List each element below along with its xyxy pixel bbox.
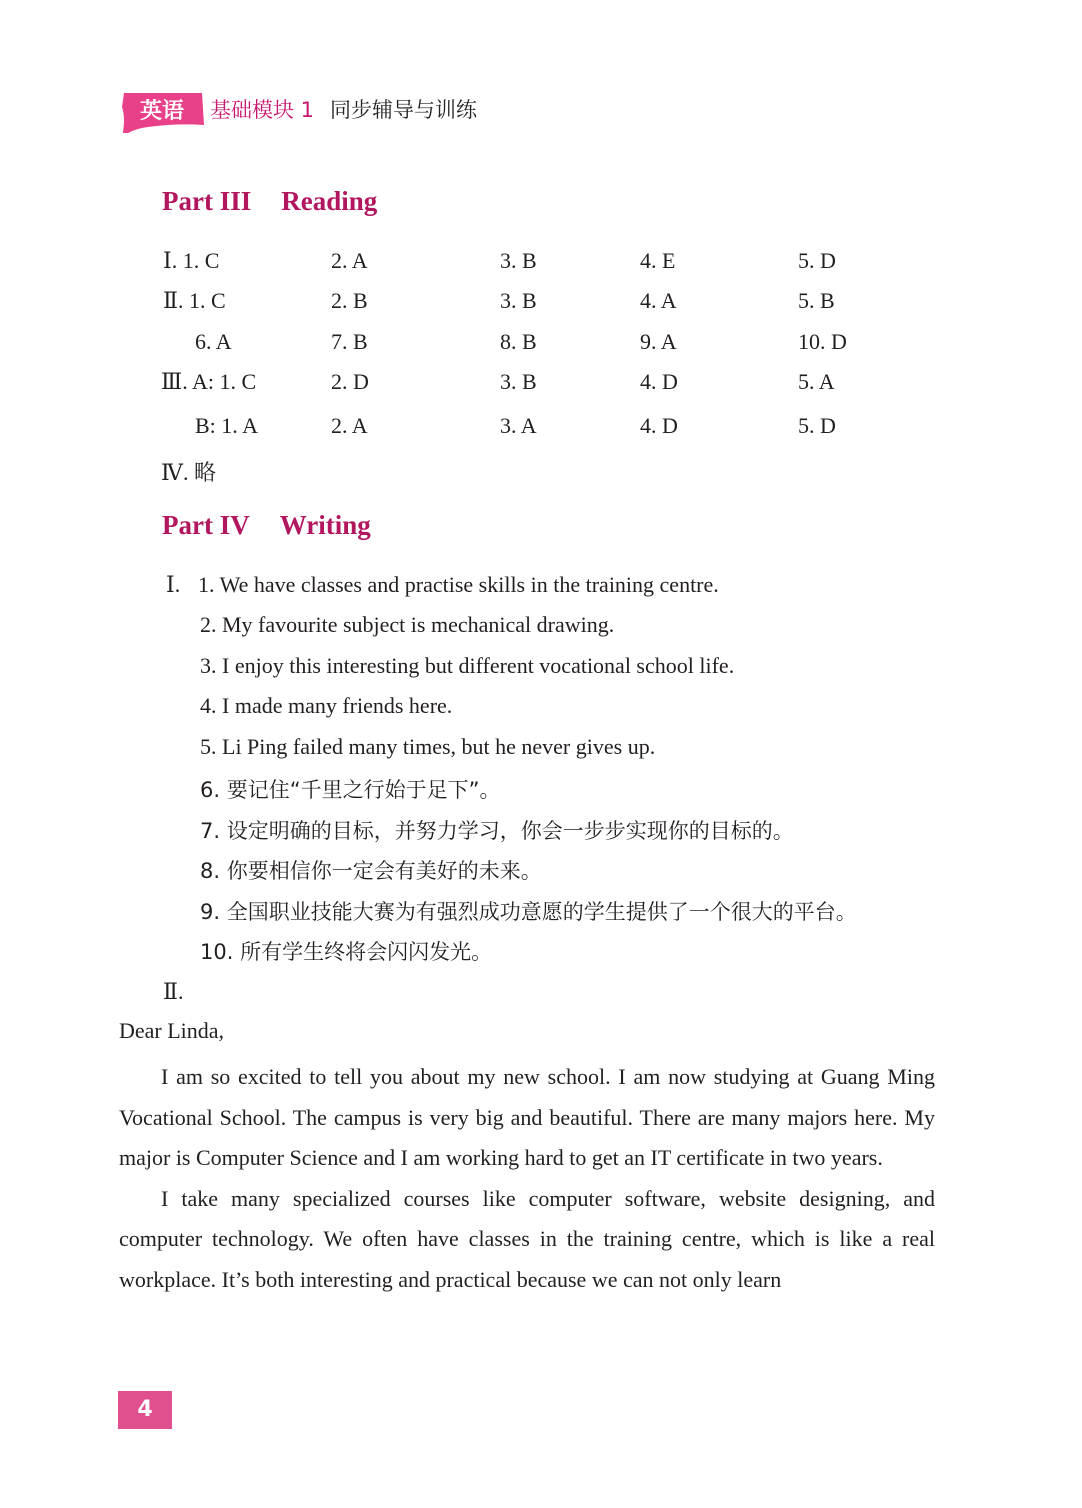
subject-badge-text: 英语 xyxy=(139,99,185,124)
answer-cell: 9. A xyxy=(640,329,677,354)
letter-paragraph: I am so excited to tell you about my new school. I am now studying at Guang Ming Vocational School. The campus is very big and beautiful. There are many majors here. My major is Computer Science and I am working hard to get an IT certificate in two years. xyxy=(119,1064,935,1170)
answer-cell: 7. B xyxy=(331,329,368,354)
list-item: 6. 要记住“千里之行始于足下”。 xyxy=(200,778,501,802)
answer-cell: 5. A xyxy=(798,369,835,394)
letter-greeting: Dear Linda, xyxy=(119,1018,225,1043)
part3-heading xyxy=(162,186,377,217)
list-item: 5. Li Ping failed many times, but he never gives up. xyxy=(200,734,656,759)
answer-cell: 2. B xyxy=(331,288,368,313)
list-item: 4. I made many friends here. xyxy=(200,693,453,718)
part3-iv-answer: Ⅳ. 略 xyxy=(161,460,216,485)
answer-cell: 3. B xyxy=(500,369,537,394)
subject-badge xyxy=(118,89,206,133)
book-subtitle: 同步辅导与训练 xyxy=(330,98,477,122)
answer-cell: Ⅲ. A: 1. C xyxy=(161,369,257,394)
part4-heading xyxy=(162,510,371,541)
answer-cell: 8. B xyxy=(500,329,537,354)
answer-cell: 5. D xyxy=(798,413,836,438)
answer-cell: 4. A xyxy=(640,288,677,313)
part3-heading-title: Reading xyxy=(281,186,378,216)
section-numeral: Ⅰ. xyxy=(166,572,181,597)
answer-cell: 2. A xyxy=(331,248,368,273)
part4-heading-number: Part IV xyxy=(162,510,250,540)
answer-cell: 2. D xyxy=(331,369,369,394)
part3-heading-number: Part III xyxy=(162,186,252,216)
answer-cell: 6. A xyxy=(195,329,232,354)
list-item: 9. 全国职业技能大赛为有强烈成功意愿的学生提供了一个很大的平台。 xyxy=(200,900,857,924)
answer-cell: 2. A xyxy=(331,413,368,438)
answer-cell: B: 1. A xyxy=(195,413,258,438)
answer-cell: 4. D xyxy=(640,413,678,438)
answer-cell: 4. E xyxy=(640,248,676,273)
list-item: 8. 你要相信你一定会有美好的未来。 xyxy=(200,859,542,883)
answer-cell: 5. D xyxy=(798,248,836,273)
list-item: 10. 所有学生终将会闪闪发光。 xyxy=(200,940,493,964)
answer-cell: 10. D xyxy=(798,329,847,354)
letter-paragraph: I take many specialized courses like computer software, website designing, and computer technology. We often have classes in the training centre, which is like a real workplace. It’s both interesting and practical because we can not only learn xyxy=(119,1185,935,1292)
book-module-title: 基础模块 1 xyxy=(210,98,315,122)
answer-cell: 3. B xyxy=(500,248,537,273)
list-item: 1. We have classes and practise skills in the training centre. xyxy=(198,572,719,597)
list-item: 7. 设定明确的目标，并努力学习，你会一步步实现你的目标的。 xyxy=(200,819,794,843)
list-item: 2. My favourite subject is mechanical drawing. xyxy=(200,612,615,637)
page-number: 4 xyxy=(118,1391,172,1429)
part4-ii-label: Ⅱ. xyxy=(163,979,184,1004)
answer-cell: 3. A xyxy=(500,413,537,438)
answer-cell: Ⅰ. 1. C xyxy=(163,248,220,273)
answer-cell: 3. B xyxy=(500,288,537,313)
answer-cell: Ⅱ. 1. C xyxy=(163,288,226,313)
answer-cell: 5. B xyxy=(798,288,835,313)
list-item: 3. I enjoy this interesting but different vocational school life. xyxy=(200,653,735,678)
answer-cell: 4. D xyxy=(640,369,678,394)
letter-body xyxy=(119,1057,935,1300)
part4-heading-title: Writing xyxy=(279,510,371,540)
